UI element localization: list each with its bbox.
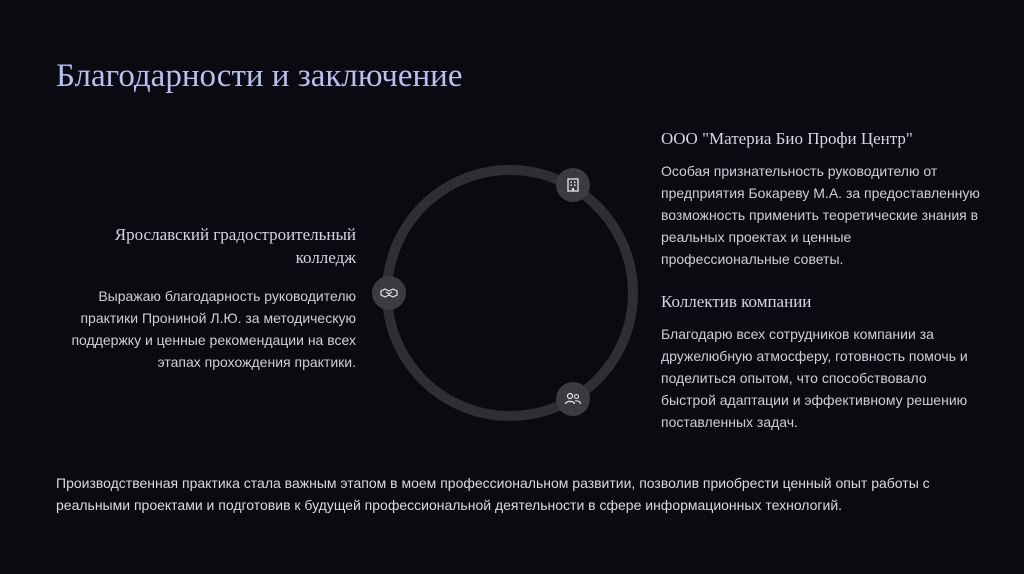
page-title: Благодарности и заключение [56,58,463,94]
company-heading: ООО "Материа Био Профи Центр" [661,129,913,148]
handshake-badge [372,276,406,310]
building-badge [556,168,590,202]
conclusion-text: Производственная практика стала важным этапом в моем профессиональном развитии, позволив приобрести ценный опыт работы с реальными проектами и подготовив к будущей профессиональной деятельности в сфере информационных технологий. [56,475,930,513]
team-text: Благодарю всех сотрудников компании за дружелюбную атмосферу, готовность помочь и поделиться опытом, что способствовало быстрой адаптации и эффективному решению поставленных задач. [661,326,968,430]
company-section [661,127,981,270]
handshake-icon [380,286,398,300]
team-section [661,290,981,433]
company-text: Особая признательность руководителю от предприятия Бокареву М.А. за предоставленную возможность применить теоретические знания в реальных проектах и ценные профессиональные советы. [661,163,980,267]
team-heading: Коллектив компании [661,292,812,311]
college-text: Выражаю благодарность руководителю практики Прониной Л.Ю. за методическую поддержку и ценные рекомендации на всех этапах прохождения практики. [71,288,356,370]
building-icon [565,177,581,193]
people-badge [556,382,590,416]
college-heading: Ярославский градостроительный колледж [114,225,356,267]
college-section [60,223,356,373]
people-icon [564,391,582,407]
